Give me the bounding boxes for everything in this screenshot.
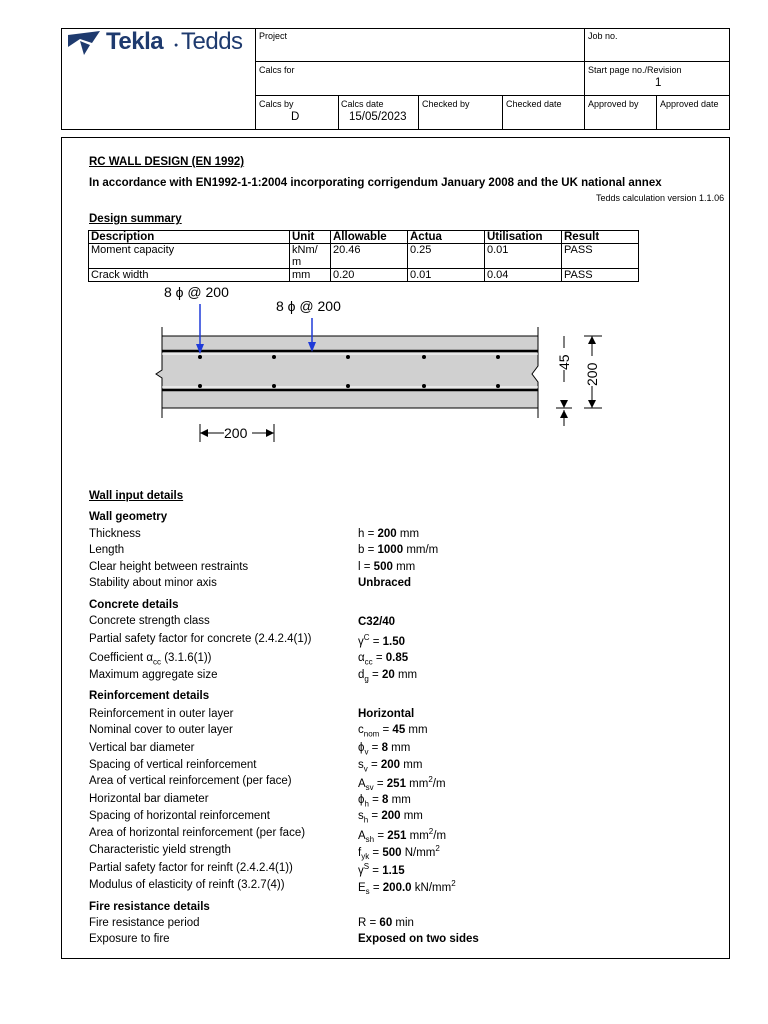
aggregate-label: Maximum aggregate size [89, 669, 218, 681]
strength-class-label: Concrete strength class [89, 615, 210, 627]
inner-bar-label: 8 ϕ @ 200 [276, 298, 341, 314]
thickness-value: h = 200 mm [358, 528, 420, 540]
vspace-label: Spacing of vertical reinforcement [89, 759, 257, 771]
gamma-c-value: $\gamma^C = 1.50$ [358, 633, 406, 648]
fire-period-value: R = 60 min [358, 917, 414, 929]
cell: 20.46 [331, 244, 408, 269]
cell: 0.20 [331, 269, 408, 282]
exposure-value: Exposed on two sides [358, 933, 479, 945]
cover-value: $c_{nom} = 45$ mm [358, 724, 428, 739]
cell: PASS [562, 244, 639, 269]
clear-height-label: Clear height between restraints [89, 561, 249, 573]
hdia-label: Horizontal bar diameter [89, 793, 209, 805]
fire-heading: Fire resistance details [89, 901, 210, 913]
cover-dim-label: 45 [556, 354, 572, 370]
strength-class-value: C32/40 [358, 616, 396, 628]
table-row [89, 269, 639, 282]
hspace-label: Spacing of horizontal reinforcement [89, 810, 270, 822]
fyk-label: Characteristic yield strength [89, 844, 231, 856]
design-summary-table [88, 230, 639, 282]
calcs-date-value: 15/05/2023 [349, 111, 407, 123]
varea-value: $A_{sv} = 251$ $mm^2/m$ [358, 775, 446, 793]
project-label: Project [259, 31, 288, 41]
col-actual: Actua [408, 231, 485, 244]
spacing-dim-label: 200 [224, 425, 248, 441]
cell: PASS [562, 269, 639, 282]
job-no-label: Job no. [588, 31, 618, 41]
outer-bar-label: 8 ϕ @ 200 [164, 284, 229, 300]
fyk-value: $f_{yk} = 500$ $N/mm^2$ [358, 844, 440, 862]
length-label: Length [89, 544, 125, 556]
outer-layer-label: Reinforcement in outer layer [89, 708, 234, 720]
approved-date-label: Approved date [660, 99, 719, 109]
es-value: $E_s = 200.0$ $kN/mm^2$ [358, 879, 456, 897]
clear-height-value: l = 500 mm [358, 561, 416, 573]
gamma-s-label: Partial safety factor for reinft (2.4.2.4(1)) [89, 862, 293, 874]
col-utilisation: Utilisation [485, 231, 562, 244]
cell: 0.01 [408, 269, 485, 282]
cover-label: Nominal cover to outer layer [89, 724, 233, 736]
gamma-c-label: Partial safety factor for concrete (2.4.2.4(1)) [89, 633, 312, 645]
hdia-value: $\phi_h = 8$ mm [358, 794, 411, 809]
checked-by-label: Checked by [422, 99, 470, 109]
cell: 0.01 [485, 244, 562, 269]
cell: mm [290, 269, 331, 282]
vspace-value: $s_v = 200$ mm [358, 759, 423, 774]
aggregate-value: $d_g = 20$ mm [358, 669, 418, 684]
cell: kNm/ m [290, 244, 331, 269]
col-result: Result [562, 231, 639, 244]
calcs-by-value: D [291, 111, 300, 123]
harea-label: Area of horizontal reinforcement (per face) [89, 827, 306, 839]
tekla-tedds-logo: Tekla ● Tedds [66, 29, 256, 59]
es-label: Modulus of elasticity of reinft (3.2.7(4)) [89, 879, 285, 891]
approved-by-label: Approved by [588, 99, 639, 109]
wall-concrete [156, 336, 538, 408]
stability-value: Unbraced [358, 577, 412, 589]
thickness-dim-label: 200 [584, 362, 600, 386]
logo-brand: Tekla [106, 28, 164, 55]
col-allowable: Allowable [331, 231, 408, 244]
harea-value: $A_{sh} = 251$ $mm^2/m$ [358, 827, 447, 845]
cell: 0.25 [408, 244, 485, 269]
hspace-value: $s_h = 200$ mm [358, 810, 423, 825]
vdia-label: Vertical bar diameter [89, 742, 195, 754]
cell: Crack width [89, 269, 290, 282]
input-heading: Wall input details [89, 490, 184, 502]
fire-period-label: Fire resistance period [89, 917, 200, 929]
cell: 0.04 [485, 269, 562, 282]
alpha-cc-value: $\alpha_{cc} = 0.85$ [358, 652, 409, 667]
geometry-heading: Wall geometry [89, 511, 168, 523]
col-unit: Unit [290, 231, 331, 244]
exposure-label: Exposure to fire [89, 933, 170, 945]
checked-date-label: Checked date [506, 99, 562, 109]
length-value: b = 1000 mm/m [358, 544, 439, 556]
calcs-by-label: Calcs by [259, 99, 294, 109]
stability-label: Stability about minor axis [89, 577, 217, 589]
thickness-label: Thickness [89, 528, 141, 540]
varea-label: Area of vertical reinforcement (per face) [89, 775, 292, 787]
tekla-logo-icon [66, 29, 102, 57]
col-description: Description [89, 231, 290, 244]
cell: Moment capacity [89, 244, 290, 269]
doc-version: Tedds calculation version 1.1.06 [596, 193, 725, 203]
gamma-s-value: $\gamma^S = 1.15$ [358, 862, 405, 877]
calcs-date-label: Calcs date [341, 99, 384, 109]
doc-subtitle: In accordance with EN1992-1-1:2004 incorporating corrigendum January 2008 and the UK national annex [89, 177, 662, 189]
summary-heading: Design summary [89, 213, 182, 225]
wall-section-diagram [140, 282, 620, 448]
table-header-row [89, 231, 639, 244]
logo-product: Tedds [181, 28, 243, 55]
start-page-value: 1 [655, 77, 662, 89]
outer-layer-value: Horizontal [358, 708, 415, 720]
start-page-label: Start page no./Revision [588, 65, 682, 75]
doc-title: RC WALL DESIGN (EN 1992) [89, 156, 245, 168]
alpha-cc-label: Coefficient $\alpha_{cc}$ (3.1.6(1)) [89, 652, 212, 667]
calcs-for-label: Calcs for [259, 65, 295, 75]
reinf-heading: Reinforcement details [89, 690, 210, 702]
table-row [89, 244, 639, 269]
concrete-heading: Concrete details [89, 599, 179, 611]
vdia-value: $\phi_v = 8$ mm [358, 742, 411, 757]
